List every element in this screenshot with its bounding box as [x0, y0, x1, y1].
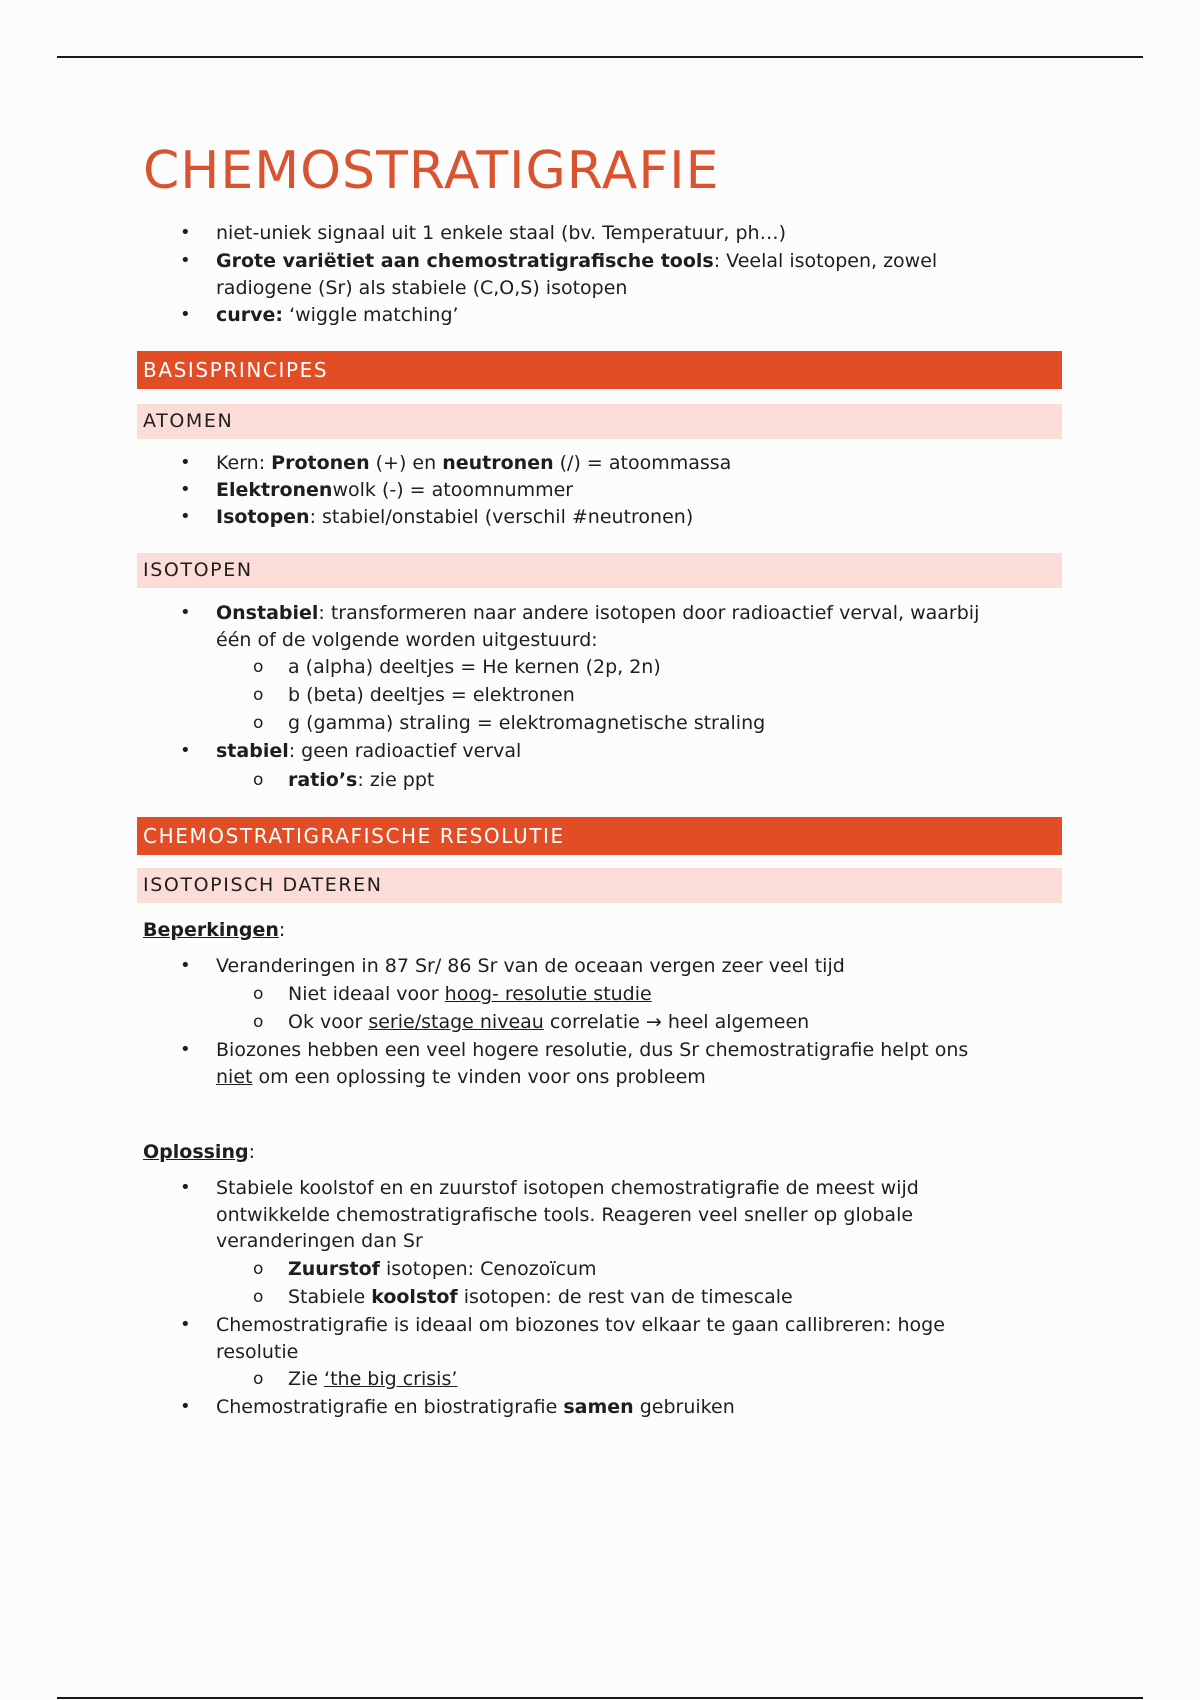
sub-list-item: o ratio’s: zie ppt: [288, 767, 1048, 794]
sub-list-item: o Niet ideaal voor hoog- resolutie studie: [288, 981, 1048, 1008]
sub-list-item: o Stabiele koolstof isotopen: de rest van de timescale: [288, 1284, 1048, 1311]
list-item: • niet-uniek signaal uit 1 enkele staal (bv. Temperatuur, ph…): [216, 220, 1046, 247]
list-item: • Veranderingen in 87 Sr/ 86 Sr van de oceaan vergen zeer veel tijd: [216, 953, 1046, 980]
circle-bullet-icon: o: [253, 1012, 264, 1032]
sub-list-item: o a (alpha) deeltjes = He kernen (2p, 2n): [288, 654, 1048, 681]
sub-list-item: o g (gamma) straling = elektromagnetische straling: [288, 710, 1048, 737]
bullet-icon: •: [180, 304, 191, 325]
circle-bullet-icon: o: [253, 657, 264, 677]
sub-list-item: o b (beta) deeltjes = elektronen: [288, 682, 1048, 709]
circle-bullet-icon: o: [253, 984, 264, 1004]
beperkingen-heading: Beperkingen:: [143, 919, 286, 941]
bullet-icon: •: [180, 479, 191, 500]
section-heading: BASISPRINCIPES: [137, 351, 1062, 389]
bullet-icon: •: [180, 602, 191, 623]
list-item: • stabiel: geen radioactief verval: [216, 738, 1046, 765]
circle-bullet-icon: o: [253, 713, 264, 733]
bullet-icon: •: [180, 955, 191, 976]
bullet-icon: •: [180, 1039, 191, 1060]
list-item: • Onstabiel: transformeren naar andere isotopen door radioactief verval, waarbij één of de volgende worden uitgestuurd:: [180, 602, 980, 651]
section-heading: CHEMOSTRATIGRAFISCHE RESOLUTIE: [137, 817, 1062, 855]
list-item: • Biozones hebben een veel hogere resolutie, dus Sr chemostratigrafie helpt ons niet om een oplossing te vinden voor ons probleem: [180, 1039, 969, 1088]
bullet-icon: •: [180, 222, 191, 243]
list-item: • Chemostratigrafie is ideaal om biozones tov elkaar te gaan callibreren: hoge resolutie: [180, 1314, 945, 1363]
bullet-icon: •: [180, 1177, 191, 1198]
circle-bullet-icon: o: [253, 1369, 264, 1389]
list-item: • Grote variëtiet aan chemostratigrafische tools: Veelal isotopen, zowel radiogene (Sr) als stabiele (C,O,S) isotopen: [180, 250, 938, 299]
circle-bullet-icon: o: [253, 685, 264, 705]
circle-bullet-icon: o: [253, 1259, 264, 1279]
footer-rule: [57, 1697, 1143, 1699]
list-item: • Stabiele koolstof en en zuurstof isotopen chemostratigrafie de meest wijd ontwikkelde chemostratigrafische tools. Reageren veel sneller op globale veranderingen dan Sr: [180, 1177, 919, 1252]
list-item: • Chemostratigrafie en biostratigrafie samen gebruiken: [216, 1394, 1046, 1421]
subsection-heading: ISOTOPEN: [137, 553, 1062, 588]
list-item: • Elektronenwolk (-) = atoomnummer: [216, 477, 1046, 504]
subsection-heading: ISOTOPISCH DATEREN: [137, 868, 1062, 903]
header-rule: [57, 56, 1143, 58]
bullet-icon: •: [180, 1314, 191, 1335]
page-title: CHEMOSTRATIGRAFIE: [143, 141, 720, 201]
subsection-heading: ATOMEN: [137, 404, 1062, 439]
sub-list-item: o Ok voor serie/stage niveau correlatie → heel algemeen: [288, 1009, 1048, 1036]
circle-bullet-icon: o: [253, 770, 264, 790]
bullet-icon: •: [180, 740, 191, 761]
bullet-icon: •: [180, 452, 191, 473]
bullet-icon: •: [180, 506, 191, 527]
sub-list-item: o Zie ‘the big crisis’: [288, 1366, 1048, 1393]
list-item: • Isotopen: stabiel/onstabiel (verschil #neutronen): [216, 504, 1046, 531]
sub-list-item: o Zuurstof isotopen: Cenozoïcum: [288, 1256, 1048, 1283]
list-item: • Kern: Protonen (+) en neutronen (/) = atoommassa: [216, 450, 1046, 477]
oplossing-heading: Oplossing:: [143, 1141, 255, 1163]
list-item: • curve: ‘wiggle matching’: [216, 302, 1046, 329]
circle-bullet-icon: o: [253, 1287, 264, 1307]
bullet-icon: •: [180, 1396, 191, 1417]
bullet-icon: •: [180, 250, 191, 271]
